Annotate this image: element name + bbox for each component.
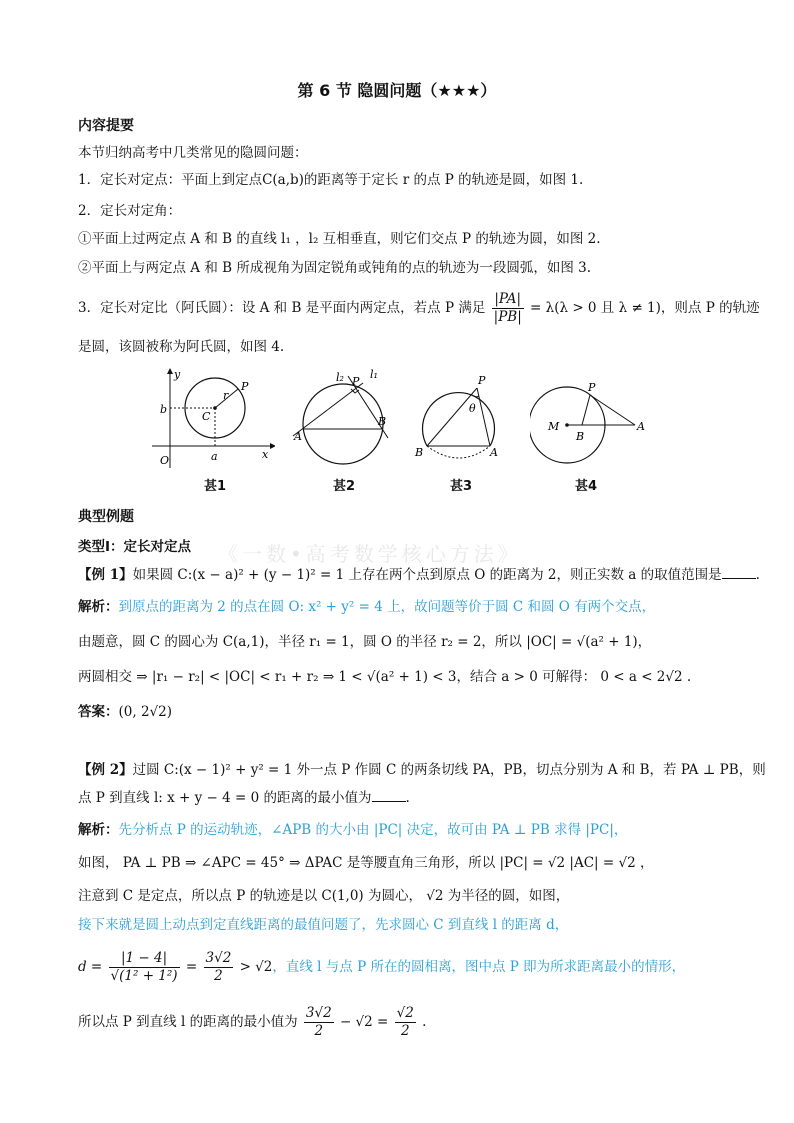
example2-label: 【例 2】 xyxy=(78,762,133,778)
final-frac2-den: 2 xyxy=(400,1023,410,1039)
example1-solution-3: 两圆相交 ⇒ |r₁ − r₂| < |OC| < r₁ + r₂ ⇒ 1 < √(a² + 1) < 3，结合 a > 0 可解得： 0 < a < 2√2 . xyxy=(78,669,692,685)
example1-answer-value: (0, 2√2) xyxy=(118,704,172,720)
final-post: . xyxy=(422,1014,427,1030)
fig3-label-B: B xyxy=(415,446,424,459)
d-comment: ，直线 l 与点 P 所在的圆相离，图中点 P 即为所求距离最小的情形， xyxy=(272,959,686,975)
item3-frac-den: |PB| xyxy=(493,309,522,325)
summary-heading: 内容提要 xyxy=(78,118,134,134)
examples-heading: 典型例题 xyxy=(78,509,134,525)
d-fraction-2 xyxy=(204,950,234,985)
example2-solution-1-text: 先分析点 P 的运动轨迹，∠APB 的大小由 |PC| 决定，故可由 PA ⊥ PB 求得 |PC|， xyxy=(118,822,628,838)
fig4-label-M: M xyxy=(548,420,560,433)
fig1-label-x: x xyxy=(262,448,269,461)
figure-4 xyxy=(530,368,660,473)
summary-item-2: 2．定长对定角： xyxy=(78,203,182,219)
fig3-label-A: A xyxy=(490,446,498,459)
example2-question-end: . xyxy=(405,790,410,806)
example2-distance-formula xyxy=(78,945,734,989)
page-title: 第 6 节 隐圆问题（★★★） xyxy=(297,81,497,100)
figure-1 xyxy=(150,368,275,473)
figure-3 xyxy=(412,368,512,473)
fig1-label-O: O xyxy=(160,454,170,467)
example2-question-2 xyxy=(78,788,734,808)
fig3-label-P: P xyxy=(478,374,486,387)
answer-blank xyxy=(372,788,406,802)
final-fraction-1 xyxy=(304,1005,334,1040)
fig1-label-b: b xyxy=(160,403,168,416)
watermark: 《一数•高考数学核心方法》 xyxy=(218,542,522,566)
example1-question xyxy=(78,565,760,585)
fig1-label-a: a xyxy=(211,450,218,463)
example2-question-1 xyxy=(78,760,766,780)
summary-item-3-cont: 是圆，该圆被称为阿氏圆，如图 4. xyxy=(78,339,285,355)
fig4-label-B: B xyxy=(576,430,585,443)
final-mid: − √2 = xyxy=(339,1014,389,1030)
example2-question-2-text: 点 P 到直线 l: x + y − 4 = 0 的距离的最小值为 xyxy=(78,790,372,806)
answer-blank xyxy=(722,565,756,579)
type1-heading: 类型Ⅰ：定长对定点 xyxy=(78,539,192,555)
d-frac1-den: √(1² + 1²) xyxy=(110,968,178,984)
final-frac1-num: 3√2 xyxy=(305,1005,332,1021)
solution-label: 解析： xyxy=(78,599,119,615)
example2-solution-4: 接下来就是圆上动点到定直线距离的最值问题了，先求圆心 C 到直线 l 的距离 d， xyxy=(78,917,569,933)
fig1-label-y: y xyxy=(174,368,181,381)
figure-2 xyxy=(288,368,398,473)
final-frac2-num: √2 xyxy=(396,1005,414,1021)
item3-fraction xyxy=(492,291,524,326)
example1-label: 【例 1】 xyxy=(78,567,133,583)
d-lhs: d = xyxy=(78,959,103,975)
figure-4-caption: 甚4 xyxy=(575,479,598,494)
item3-post: = λ(λ > 0 且 λ ≠ 1)，则点 P 的轨迹 xyxy=(530,300,760,316)
solution-label: 解析： xyxy=(78,822,119,838)
summary-item-2b: ②平面上与两定点 A 和 B 所成视角为固定锐角或钝角的点的轨迹为一段圆弧，如图 3. xyxy=(78,260,592,276)
summary-item-3 xyxy=(78,288,760,328)
fig2-label-P: P xyxy=(352,375,360,388)
summary-item-2a: ①平面上过两定点 A 和 B 的直线 l₁ ，l₂ 互相垂直，则它们交点 P 的轨迹为圆，如图 2. xyxy=(78,231,601,247)
item3-pre: 3．定长对定比（阿氏圆）：设 A 和 B 是平面内两定点，若点 P 满足 xyxy=(78,300,486,316)
example2-question-1-text: 过圆 C:(x − 1)² + y² = 1 外一点 P 作圆 C 的两条切线 PA，PB，切点分别为 A 和 B，若 PA ⊥ PB，则 xyxy=(132,762,766,778)
example1-answer xyxy=(78,702,734,722)
example1-solution-1 xyxy=(78,597,734,617)
fig4-label-A: A xyxy=(637,420,645,433)
summary-item-1: 1．定长对定点：平面上到定点C(a,b)的距离等于定长 r 的点 P 的轨迹是圆，如图 1. xyxy=(78,172,584,188)
fig2-label-l1: l₁ xyxy=(370,368,378,381)
fig2-label-l2: l₂ xyxy=(336,371,344,384)
d-frac2-den: 2 xyxy=(214,968,223,984)
example1-question-end: . xyxy=(755,567,760,583)
figure-1-caption: 甚1 xyxy=(204,479,227,494)
fig2-label-A: A xyxy=(294,430,302,443)
item3-frac-num: |PA| xyxy=(492,291,524,309)
d-eq: = xyxy=(185,959,198,975)
figure-2-caption: 甚2 xyxy=(333,479,356,494)
example2-solution-3: 注意到 C 是定点，所以点 P 的轨迹是以 C(1,0) 为圆心， √2 为半径的圆，如图， xyxy=(78,888,570,904)
final-frac1-den: 2 xyxy=(314,1023,324,1039)
fig2-label-B: B xyxy=(378,415,387,428)
example2-solution-1 xyxy=(78,820,734,840)
d-frac2-num: 3√2 xyxy=(205,950,232,966)
fig3-label-theta: θ xyxy=(469,402,476,415)
example2-final xyxy=(78,1000,734,1044)
fig1-label-C: C xyxy=(202,410,211,423)
d-frac1-num: |1 − 4| xyxy=(109,950,180,968)
d-fraction-1 xyxy=(109,950,180,985)
fig4-label-P: P xyxy=(588,381,596,394)
example2-solution-2: 如图， PA ⊥ PB ⇒ ∠APC = 45° ⇒ ΔPAC 是等腰直角三角形，所以 |PC| = √2 |AC| = √2 ， xyxy=(78,855,654,871)
example1-question-text: 如果圆 C:(x − a)² + (y − 1)² = 1 上存在两个点到原点 O 的距离为 2，则正实数 a 的取值范围是 xyxy=(132,567,722,583)
answer-label: 答案： xyxy=(78,704,119,720)
final-fraction-2 xyxy=(395,1005,416,1040)
fig1-label-r: r xyxy=(223,389,229,402)
example1-solution-2: 由题意，圆 C 的圆心为 C(a,1)，半径 r₁ = 1，圆 O 的半径 r₂ = 2，所以 |OC| = √(a² + 1)， xyxy=(78,634,652,650)
fig1-label-P: P xyxy=(241,380,249,393)
final-pre: 所以点 P 到直线 l 的距离的最小值为 xyxy=(78,1014,298,1030)
figure-3-caption: 甚3 xyxy=(450,479,473,494)
d-rhs: > √2 xyxy=(239,959,273,975)
example1-solution-1-text: 到原点的距离为 2 的点在圆 O: x² + y² = 4 上，故问题等价于圆 C 和圆 O 有两个交点， xyxy=(118,599,656,615)
summary-intro: 本节归纳高考中几类常见的隐圆问题： xyxy=(78,145,308,161)
